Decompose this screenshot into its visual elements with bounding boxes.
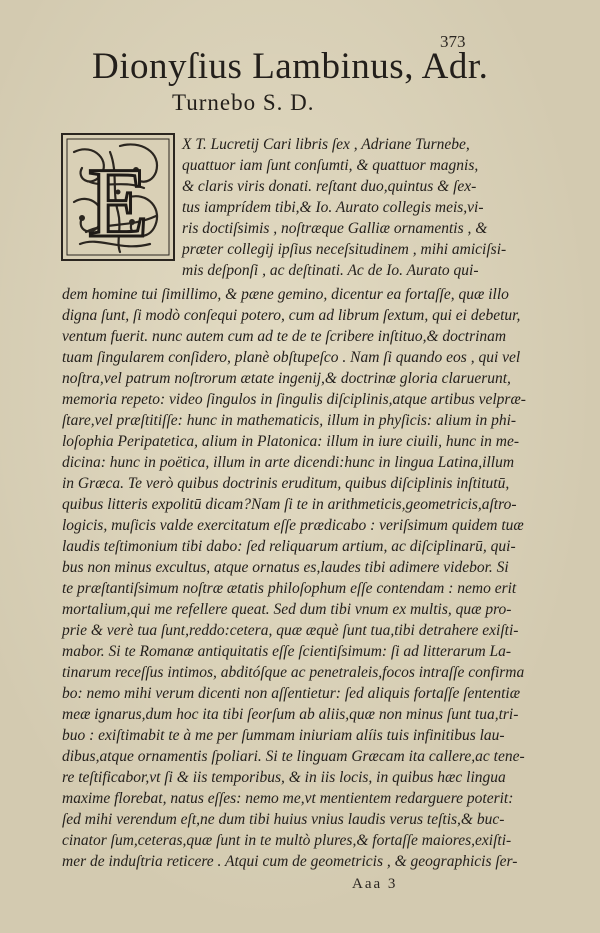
body-line: ſtare,vel præſtitiſſe: hunc in mathematicis, illum in phyſicis: alium in phi- [62, 412, 517, 429]
body-line: maxime florebat, natus eſſes: nemo me,vt mentientem redarguere poterit: [62, 790, 514, 807]
body-line: memoria repeto: video ſingulos in ſingulis diſciplinis,atque artibus velpræ- [62, 391, 526, 408]
signature-mark: Aaa 3 [352, 876, 398, 892]
body-line: præter collegij ipſius neceſsitudinem , mihi amiciſsi- [182, 241, 507, 258]
drop-cap-letter: E [87, 147, 149, 258]
body-line: ſed mihi verendum eſt,ne dum tibi huius vnius laudis verus teſtis,& buc- [62, 811, 505, 828]
body-line: dibus,atque ornamentis ſpoliari. Si te linguam Græcam ita callere,ac tene- [62, 748, 525, 765]
body-line: X T. Lucretij Cari libris ſex , Adriane Turnebe, [182, 136, 470, 153]
body-line: mabor. Si te Romanæ antiquitatis eſſe ſcientiſsimum: ſi ad litterarum La- [62, 643, 512, 660]
body-line: logicis, muſicis valde exercitatum eſſe prædicabo : veriſsimum quidem tuæ [62, 517, 524, 534]
body-line: mis deſponſi , ac deſtinati. Ac de Io. Aurato qui- [182, 262, 479, 279]
body-line: quibus litteris expolitū dicam?Nam ſi te in arithmeticis,geometricis,aſtro- [62, 496, 517, 513]
body-line: loſophia Peripatetica, alium in Platonica: illum in iure ciuili, hunc in me- [62, 433, 520, 450]
body-line: in Græca. Te verò quibus doctrinis eruditum, quibus diſciplinis inſtitutū, [62, 475, 510, 492]
body-line: mortalium,qui me refellere queat. Sed dum tibi vnum ex multis, quæ pro- [62, 601, 512, 618]
body-line: cinator ſum,ceteras,quæ ſunt in te multò plures,& fortaſſe maiores,exiſti- [62, 832, 512, 849]
body-line: digna ſunt, ſi modò conſequi potero, cum ad librum ſextum, qui ei debetur, [62, 307, 521, 324]
body-line: noſtra,vel patrum noſtrorum ætate ingenij,& doctrinæ gloria claruerunt, [62, 370, 511, 387]
body-line: buo : exiſtimabit te à me per ſummam iniuriam alíis tuis infinitibus lau- [62, 727, 505, 744]
body-line: ris doctiſsimis , noſtræque Galliæ ornamentis , & [182, 220, 488, 237]
body-line: tinarum receſſus intimos, abditóſque ac penetraleis,focos intraſſe confirma [62, 664, 525, 681]
body-line: prie & verè tua ſunt,reddo:cetera, quæ æquè ſunt tua,tibi detrahere exiſti- [62, 622, 519, 639]
body-line: meæ ignarus,dum hoc ita tibi ſeorſum ab aliis,quæ non minus ſunt tua,tri- [62, 706, 519, 723]
body-line: laudis teſtimonium tibi dabo: ſed reliquarum artium, ac diſciplinarū, qui- [62, 538, 516, 555]
body-line: quattuor iam ſunt conſumti, & quattuor magnis, [182, 157, 479, 174]
body-line: dicina: hunc in poëtica, illum in arte dicendi:hunc in lingua Latina,illum [62, 454, 515, 471]
body-line: tus iamprídem tibi,& Io. Aurato collegis meis,vi- [182, 199, 484, 216]
body-line: re teſtificabor,vt ſi & iis temporibus, & in iis locis, in quibus hæc lingua [62, 769, 506, 786]
letter-heading-sender: Dionyſius Lambinus, Adr. [92, 46, 489, 87]
body-line: & claris viris donati. reſtant duo,quintus & ſex- [182, 178, 477, 195]
letter-heading-recipient: Turnebo S. D. [172, 90, 315, 115]
body-line: bo: nemo mihi verum dicenti non aſſentietur: ſed aliquis fortaſſe ſententiæ [62, 685, 521, 702]
body-line: bus non minus excultus, atque ornatus es,laudes tibi adimere videbor. Si [62, 559, 509, 576]
body-line: tuam ſingularem conſidero, planè obſtupeſco . Nam ſi quando eos , qui vel [62, 349, 521, 366]
body-line: ventum fuerit. nunc autem cum ad te de te ſcribere inſtituo,& doctrinam [62, 328, 507, 345]
page-number: 373 [440, 32, 466, 51]
body-line: dem homine tui ſimillimo, & pæne gemino, dicentur ea fortaſſe, quæ illo [62, 286, 509, 303]
body-line: te præſtantiſsimum noſtræ ætatis philoſophum eſſe contendam : nemo erit [62, 580, 517, 597]
body-line: mer de induſtria reticere . Atqui cum de geometricis , & geographicis ſer- [62, 853, 518, 870]
